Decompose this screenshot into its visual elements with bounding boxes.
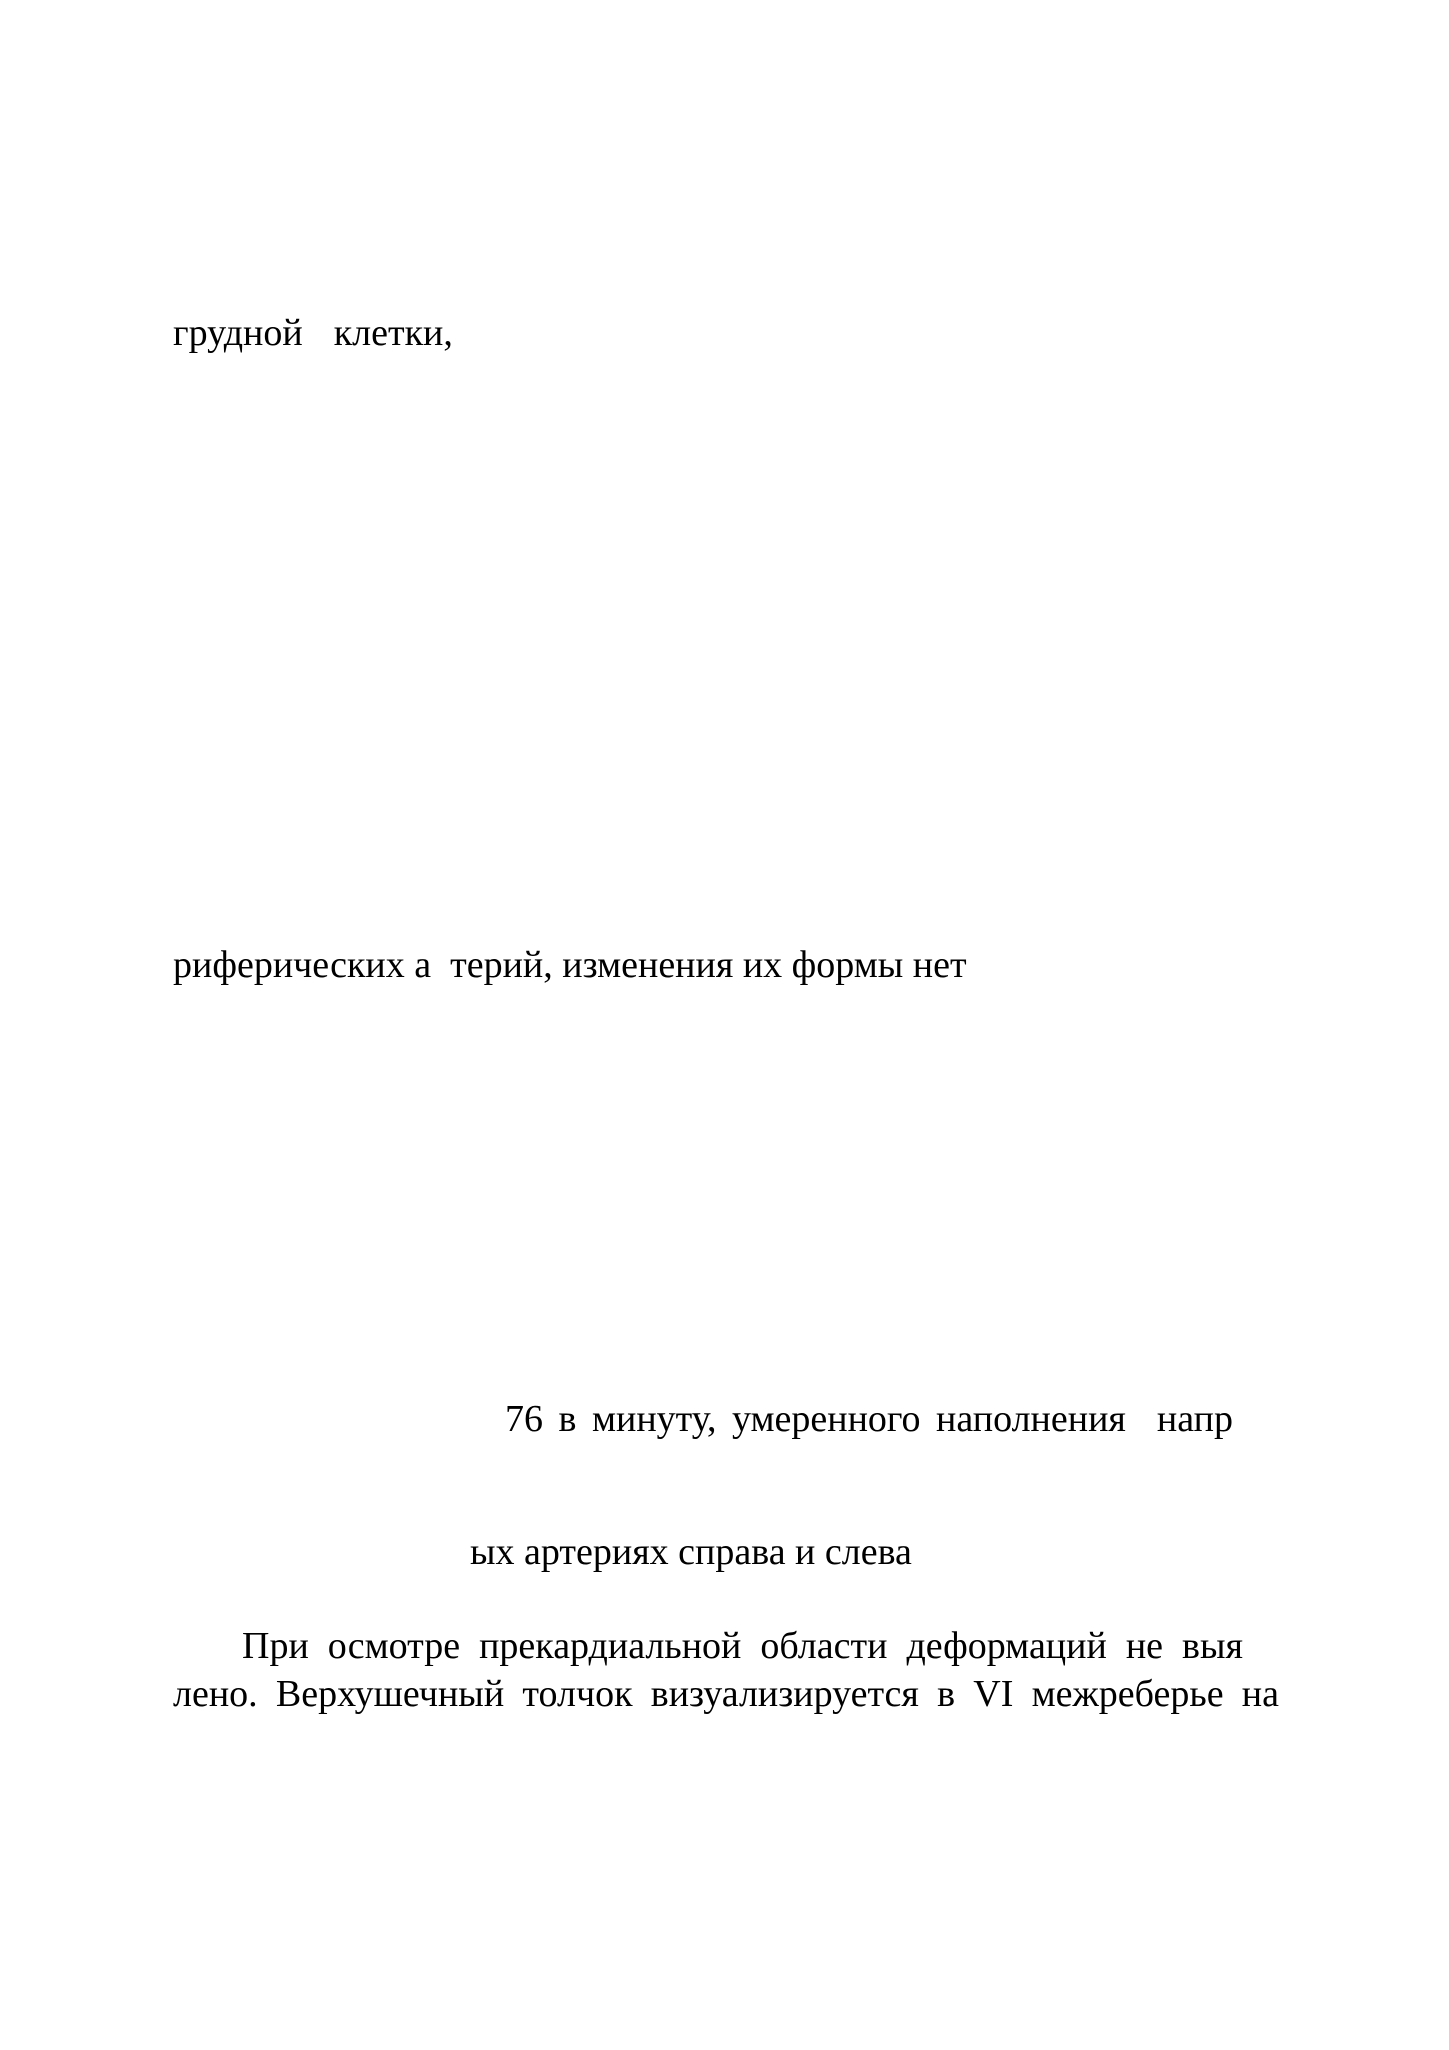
text-fragment-arteries-sides: ых артериях справа и слева [470, 1531, 912, 1573]
text-fragment-pulse-rate: 76 в минуту, умеренного наполнения напр [505, 1398, 1233, 1440]
paragraph-precordial-exam [173, 1622, 1279, 1718]
text-fragment-peripheral-arteries: риферических а терий, изменения их формы нет [173, 944, 967, 986]
text-fragment-chest: грудной клетки, [173, 312, 453, 354]
paragraph-line: лено. Верхушечный толчок визуализируется в VI межреберье на [173, 1673, 1279, 1715]
paragraph-line: При осмотре прекардиальной области деформаций не выя [242, 1625, 1243, 1667]
